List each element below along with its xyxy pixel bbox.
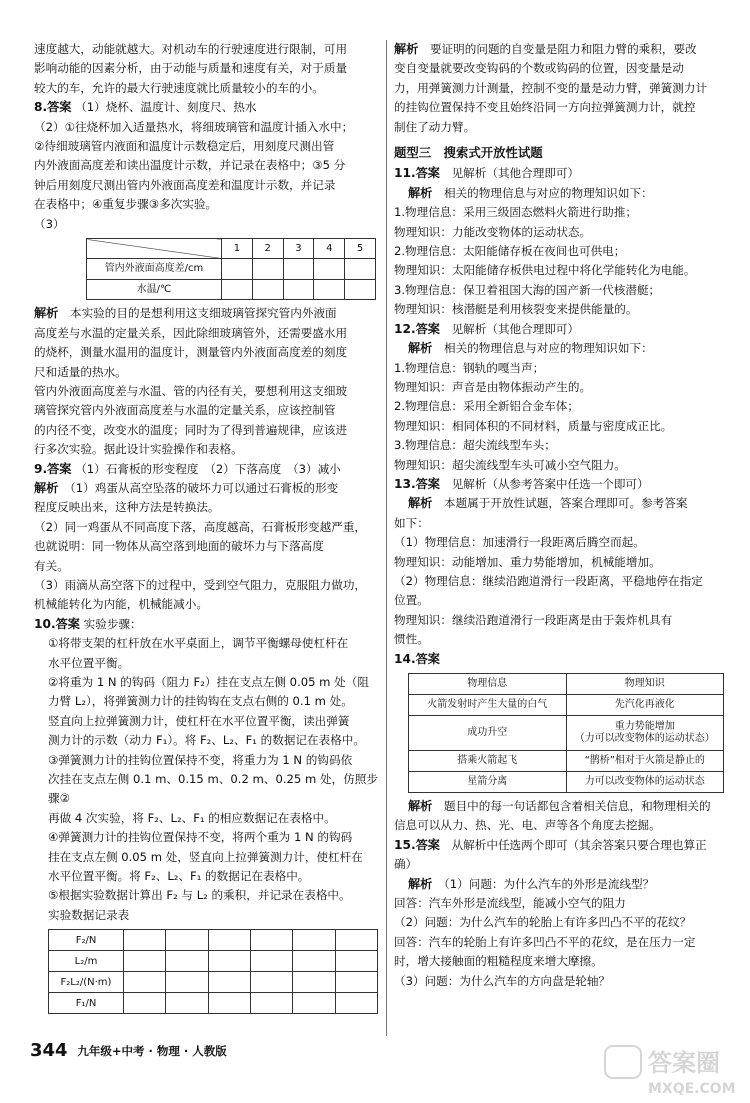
page-footer xyxy=(30,1040,227,1061)
question-15: 15.答案 从解析中任选两个即可（其余答案只要合理也算正 确） 解析 （1）问题：为什么汽车的外形是流线型？ 回答：汽车外形是流线型，能减小空气的阻力 （2）问题：为什么汽车的轮胎上有许多凹凸不平的花纹？ 回答：汽车的轮胎上有许多凹凸不平的花纹，是在压力一定 时，增大接触面的粗糙程度来增大摩擦。 （3）问题：为什么汽车的方向盘是轮轴？ xyxy=(394,837,707,988)
question-13: 13.答案 见解析（从参考答案中任选一个即可） 解析 本题属于开放性试题，答案合理即可。参考答案 如下： （1）物理信息：加速滑行一段距离后腾空而起。 物理知识：动能增加、重力势能增加，机械能增加。 （2）物理信息：继续沿跑道滑行一段距离，平稳地停在指定 位置。 物理知识：继续沿跑道滑行一段距离是由于轰炸机具有 惯性。 xyxy=(394,476,703,647)
column-divider xyxy=(386,40,387,1036)
q11-answer-label: 11.答案 xyxy=(394,166,440,181)
q8-record-table: 1 2 3 4 5 管内外液面高度差/cm 水温/℃ xyxy=(86,238,376,300)
q10-record-table: F₂/N L₂/m F₂L₂/(N·m) F₁/N xyxy=(48,929,378,1014)
intro-text: 速度越大，动能就越大。对机动车的行驶速度进行限制，可用 影响动能的因素分析，由于动能与质量和速度有关，对于质量 较大的车，允许的最大行驶速度就比质量较小的车的小。 xyxy=(34,42,348,95)
book-title: 九年级+中考 · 物理 · 人教版 xyxy=(77,1043,227,1058)
section-heading: 题型三 搜索式开放性试题 xyxy=(394,145,543,161)
question-9: 9.答案 （1）石膏板的形变程度 （2）下落高度 （3）减小 解析 （1）鸡蛋从高空坠落的破坏力可以通过石膏板的形变 程度反映出来，这种方法是转换法。 （2）同一鸡蛋从不同高度下落，高度越高，石膏板形变越严重， 也就说明：同一物体从高空落到地面的破坏力与下落高度 有关。 （3）雨滴从高空落下的过程中，受到空气阻力，克服阻力做功， 机械能转化为内能，机械能减小。 xyxy=(34,461,367,612)
right-column xyxy=(394,40,724,991)
q12-answer-label: 12.答案 xyxy=(394,321,440,336)
q11-analysis-label: 解析 xyxy=(408,185,433,200)
q8-answer-label: 8.答案 xyxy=(34,100,72,115)
left-column xyxy=(34,40,378,1014)
question-11: 11.答案 见解析（其他合理即可） 解析 相关的物理信息与对应的物理知识如下： 1.物理信息：采用三级固态燃料火箭进行助推； 物理知识：力能改变物体的运动状态。 2.物理信息：太阳能储存板在夜间也可供电； 物理知识：太阳能储存板供电过程中将化学能转化为电能。 3.物理信息：保卫着祖国大海的国产新一代核潜艇； 物理知识：核潜艇是利用核裂变来提供能量的。 xyxy=(394,166,696,317)
table-corner xyxy=(87,239,222,259)
question-10: 10.答案 实验步骤： ①将带支架的杠杆放在水平桌面上，调节平衡螺母使杠杆在 水平位置平衡。 ②将重为 1 N 的钩码（阻力 F₂）挂在支点左侧 0.05 m 处（阻 力臂 L₂），将弹簧测力计的挂钩钩在支点右侧的 0.1 m 处。 竖直向上拉弹簧测力计，使杠杆在水平位置平衡，读出弹簧 测力计的示数（动力 F₁）。将 F₂、L₂、F₁ 的数据记在表格中。 ③弹簧测力计的挂钩位置保持不变，将重力为 1 N 的钩码依 次挂在支点左侧 0.1 m、0.15 m、0.2 m、0.25 m 处，仿照步骤② 再做 4 次实验，将 F₂、L₂、F₁ 的相应数据记在表格中。 ④弹簧测力计的挂钩位置保持不变，将两个重为 1 N 的钩码 挂在支点左侧 0.05 m 处，竖直向上拉弹簧测力计，使杠杆在 水平位置平衡。将 F₂、L₂、F₁ 的数据记在表格中。 ⑤根据实验数据计算出 F₂ 与 L₂ 的乘积，并记录在表格中。 实验数据记录表 F₂/N L₂/m F₂L₂/(N·m) F₁/N xyxy=(34,615,378,1015)
question-12: 12.答案 见解析（其他合理即可） 解析 相关的物理信息与对应的物理知识如下： 1.物理信息：钢轨的嘎当声； 物理知识：声音是由物体振动产生的。 2.物理信息：采用全新铝合金车体； 物理知识：相同体积的不同材料，质量与密度成正比。 3.物理信息：超尖流线型车头； 物理知识：超尖流线型车头可减小空气阻力。 xyxy=(394,321,673,472)
q13-answer-label: 13.答案 xyxy=(394,476,440,491)
q12-analysis-label: 解析 xyxy=(408,341,433,356)
q15-analysis-label: 解析 xyxy=(408,876,433,891)
q14-answer-table: 物理信息 物理知识 火箭发射时产生大量的白气 先汽化再液化 成功升空 重力势能增加 （力可以改变物体的运动状态） 搭乘火箭起飞 “鹊桥”相对于火箭是静止的 星箭分离 力可以改变物体的运动状态 xyxy=(408,673,724,793)
watermark-line2: MXQE.COM xyxy=(648,1081,736,1097)
question-8: 8.答案 （1）烧杯、温度计、刻度尺、热水 （2）①往烧杯加入适量热水，将细玻璃管和温度计插入水中； ②待细玻璃管内液面和温度计示数稳定后，用刻度尺测出管 内外液面高度差和读出温度计示数，并记录在表格中；③5 分 钟后用刻度尺测出管内外液面高度差和温度计示数，并记录 在表格中；④重复步骤③多次实验。 （3） 1 2 3 4 5 管内外液面高度差/cm 水温/℃ 解析 本实验的目的是想利用这支细玻璃管探究管内外液面 高度差与水温的定量关系，因此除细玻璃管外，还需要盛水用 的烧杯，测量水温用的温度计，测量管内外液面高度差的刻度 尺和适量的热水。 管内外液面高度差与水温、管的内径有关，要想利用这支细玻 璃管探究管内外液面高度差与水温的定量关系，应该控制管 的内径不变，改变水的温度；同时为了得到普遍规律，应该进 行多次实验。据此设计实验操作和表格。 xyxy=(34,98,378,459)
q15-answer-label: 15.答案 xyxy=(394,837,440,852)
q8-analysis-label: 解析 xyxy=(34,306,59,321)
q14-answer-label: 14.答案 xyxy=(394,651,440,666)
q13-analysis-label: 解析 xyxy=(408,496,433,511)
q14-analysis-label: 解析 xyxy=(408,799,433,813)
watermark-line1: 答案圈 xyxy=(648,1049,720,1077)
watermark-logo xyxy=(604,1045,744,1097)
q10-analysis-label: 解析 xyxy=(394,42,419,56)
page-number: 344 xyxy=(30,1040,68,1061)
q9-answer-label: 9.答案 xyxy=(34,461,72,476)
q9-analysis-label: 解析 xyxy=(34,480,59,495)
q10-answer-label: 10.答案 xyxy=(34,616,80,631)
q10-analysis: 解析 要证明的问题的自变量是阻力和阻力臂的乘积，要改 变自变量就要改变钩码的个数或钩码的位置，因变量是动 力，用弹簧测力计测量，控制不变的量是动力臂，弹簧测力计 的挂钩位置保持不变且始终沿同一方向拉弹簧测力计，就控 制住了动力臂。 xyxy=(394,42,708,134)
question-14: 14.答案 物理信息 物理知识 火箭发射时产生大量的白气 先汽化再液化 成功升空 重力势能增加 （力可以改变物体的运动状态） 搭乘火箭起飞 “鹊桥”相对于火箭是静止的 星箭分离 力可以改变物体的运动状态 解析 题目中的每一句话都包含着相关信息，和物理相关的 信息可以从力、热、光、电、声等各个角度去挖掘。 xyxy=(394,650,724,836)
